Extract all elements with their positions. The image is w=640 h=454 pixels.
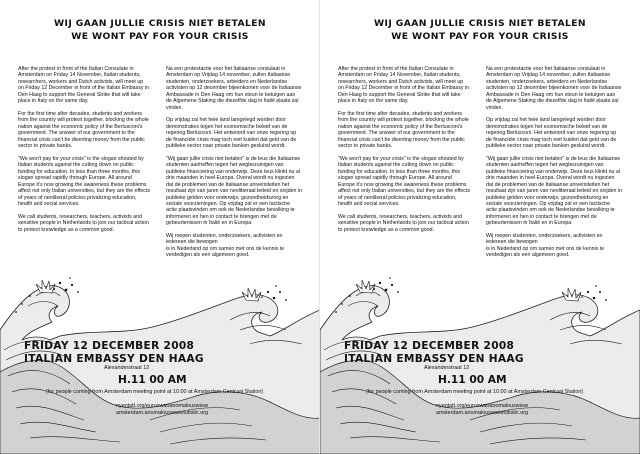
event-venue: ITALIAN EMBASSY DEN HAAG — [24, 353, 204, 365]
paragraph: We call students, researchers, teachers, activists and sensitive people in Netherlands to join our tactical action to protect knowledge as a common good. — [338, 213, 469, 233]
link[interactable]: amsterdam.anomalouswavetutistic.org — [436, 409, 528, 416]
title-dutch: WIJ GAAN JULLIE CRISIS NIET BETALEN — [54, 18, 266, 29]
paragraph: is in Nederland op om samen met ons de kennis te verdedigen als een algemeen goed. — [486, 245, 605, 259]
paragraph: We call students, researchers, teachers, activists and sensitive people in Netherlands to join our tactical action to protect knowledge as a common good. — [18, 213, 149, 233]
english-column — [18, 66, 150, 239]
event-date: FRIDAY 12 DECEMBER 2008 — [24, 340, 195, 352]
english-column — [338, 66, 470, 239]
event-venue: ITALIAN EMBASSY DEN HAAG — [344, 353, 524, 365]
event-address: Alexanderstraat 12 — [104, 365, 150, 371]
links — [436, 403, 528, 416]
paragraph: Na een protestactie voor het Italiaanse consulaat in Amsterdam op Vrijdag 14 november, zullen Italiaanse studenten, onderzoekers, arbeiders en Nederlandse activisten op 12 december bijeenkomen voor de Italiaanse Ambassade in Den Haag om hun steun te betuigen aan de Algemene Staking die diezelfde dag in Italië plaats zal vinden. — [486, 66, 622, 111]
paragraph: For the first time after decades, students and workers from the country will protest together, blocking the whole nation against the economic policy of the Berlusconi's government. The answer of our government to the financial crisis can't be diverting money from the public sector to private banks. — [338, 110, 469, 150]
paragraph: "We won't pay for your crisis" is the slogan shouted by Italian students against the cutting down on public funding for education. In less than three months, this slogan spread rapidly through Europe. All around Europe it's now growing the awareness these problems affect not only Italian universities, but they are the effects of years of neoliberal policies privatizing education, health and social services. — [338, 155, 471, 207]
paragraph: Wij roepen studenten, onderzoekers, activisten en iedereen die bewogen — [166, 232, 283, 246]
links — [116, 403, 208, 416]
paragraph: Op vrijdag zal het hele land lamgelegd worden door demonstraties tegen het economische beleid van de regering Berlusconi. Het antwoord van onze regering op de financiële crisis mag toch niet kuiden dat geld van de publieke sector naar private banken gesluisd wordt. — [166, 117, 297, 150]
meeting-note: (for people coming from Amsterdam meeting point at 10.00 at Amsterdam Centraal Station) — [366, 389, 584, 395]
paragraph: is in Nederland op om samen met ons de kennis te verdedigen als een algemeen goed. — [166, 245, 285, 259]
meeting-note: (for people coming from Amsterdam meeting point at 10.00 at Amsterdam Centraal Station) — [46, 389, 264, 395]
paragraph: Wij roepen studenten, onderzoekers, activisten en iedereen die bewogen — [486, 232, 603, 246]
event-date: FRIDAY 12 DECEMBER 2008 — [344, 340, 515, 352]
event-address: Alexanderstraat 12 — [424, 365, 470, 371]
paragraph: Op vrijdag zal het hele land lamgelegd worden door demonstraties tegen het economische beleid van de regering Berlusconi. Het antwoord van onze regering op de financiële crisis mag toch niet kuiden dat geld van de publieke sector naar private banken gesluisd wordt. — [486, 117, 617, 150]
title-dutch: WIJ GAAN JULLIE CRISIS NIET BETALEN — [374, 18, 586, 29]
paragraph: For the first time after decades, students and workers from the country will protest together, blocking the whole nation against the economic policy of the Berlusconi's government. The answer of our government to the financial crisis can't be diverting money from the public sector to private banks. — [18, 110, 149, 150]
flyer-right — [320, 0, 640, 454]
link[interactable]: nyentatt.org/euroswananomalouswave — [116, 403, 209, 409]
event-time: H.11 00 AM — [438, 374, 507, 386]
title-english: WE WONT PAY FOR YOUR CRISIS — [71, 31, 249, 42]
dutch-column — [486, 66, 622, 265]
paragraph: "We won't pay for your crisis" is the slogan shouted by Italian students against the cutting down on public funding for education. In less than three months, this slogan spread rapidly through Europe. All around Europe it's now growing the awareness these problems affect not only Italian universities, but they are the effects of years of neoliberal policies privatizing education, health and social services. — [18, 155, 151, 207]
paragraph: After the protest in front of the Italian Consulate in Amsterdam on Friday 14 November, Italian students, researchers, workers and Dutch activists, will meet up on Friday 12 December in front of the Italian Embassy in Den Haag to support the General Strike that will take place in Italy on the same day. — [18, 66, 150, 105]
paragraph: Na een protestactie voor het Italiaanse consulaat in Amsterdam op Vrijdag 14 november, zullen Italiaanse studenten, onderzoekers, arbeiders en Nederlandse activisten op 12 december bijeenkomen voor de Italiaanse Ambassade in Den Haag om hun steun te betuigen aan de Algemene Staking die diezelfde dag in Italië plaats zal vinden. — [166, 66, 302, 111]
dutch-column — [166, 66, 302, 265]
paragraph: "Wij gaan jullie crisis niet betalen" is de leus die Italiaanse studenten aanheffen tegen het wegbezuinigen van publieke financiering van onderwijs. Deze leus klinkt nu al drie maanden in heel Europa. Overal wordt nu ingezien dat de problemen van de Italiaanse universiteiten het resultaat zijn van jaren van neoliberaal beleid en snijden in publieke gelden voor onderwijs, gezondheidszorg en sociale voorzieningen. Op vrijdag zal er een tactische actie plaatsvinden om ook de Nederlandse bevolking te informeren en hen in contact te brengen met de gebeurtenissen in Italië en in Europa. — [166, 155, 303, 227]
link[interactable]: amsterdam.anomalouswavetutistic.org — [116, 409, 208, 416]
link[interactable]: nyentatt.org/euroswananomalouswave — [436, 403, 529, 409]
event-time: H.11 00 AM — [118, 374, 187, 386]
title-english: WE WONT PAY FOR YOUR CRISIS — [391, 31, 569, 42]
paragraph: "Wij gaan jullie crisis niet betalen" is de leus die Italiaanse studenten aanheffen tegen het wegbezuinigen van publieke financiering van onderwijs. Deze leus klinkt nu al drie maanden in heel Europa. Overal wordt nu ingezien dat de problemen van de Italiaanse universiteiten het resultaat zijn van jaren van neoliberaal beleid en snijden in publieke gelden voor onderwijs, gezondheidszorg en sociale voorzieningen. Op vrijdag zal er een tactische actie plaatsvinden om ook de Nederlandse bevolking te informeren en hen in contact te brengen met de gebeurtenissen in Italië en in Europa. — [486, 155, 623, 227]
paragraph: After the protest in front of the Italian Consulate in Amsterdam on Friday 14 November, Italian students, researchers, workers and Dutch activists, will meet up on Friday 12 December in front of the Italian Embassy in Den Haag to support the General Strike that will take place in Italy on the same day. — [338, 66, 470, 105]
